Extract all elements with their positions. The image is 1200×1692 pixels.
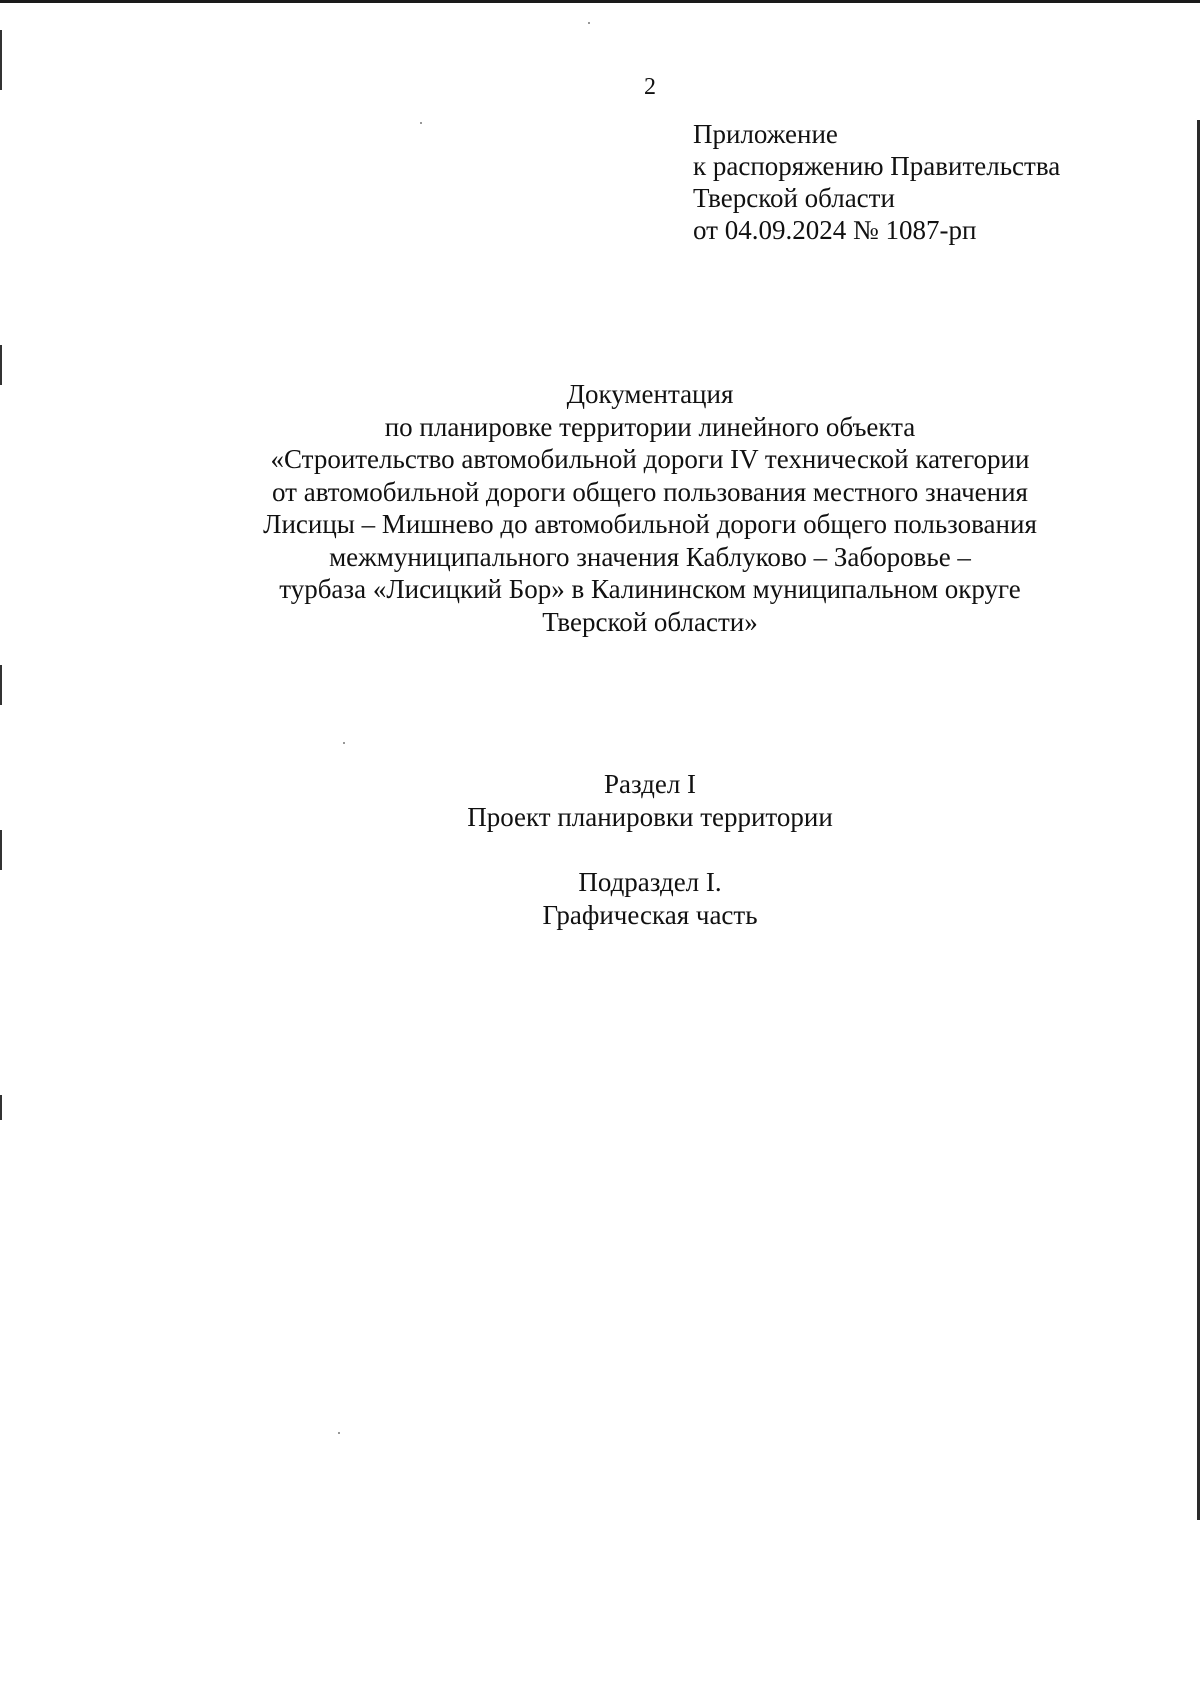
title-line: межмуниципального значения Каблуково – Заборовье – [329, 541, 971, 572]
appendix-line: Тверской области [693, 183, 895, 213]
section-heading [0, 768, 1200, 833]
title-line: Тверской области» [542, 606, 758, 637]
document-title [0, 378, 1200, 638]
section-name: Проект планировки территории [467, 801, 833, 832]
scan-edge-top [0, 0, 1200, 3]
scan-speck [338, 1432, 340, 1434]
appendix-line: от 04.09.2024 № 1087-рп [693, 215, 977, 245]
title-line: от автомобильной дороги общего пользования местного значения [272, 476, 1028, 507]
appendix-line: к распоряжению Правительства [693, 151, 1061, 181]
scan-edge-left-mark [0, 1095, 2, 1120]
title-line: по планировке территории линейного объекта [384, 411, 916, 442]
subsection-name: Графическая часть [542, 899, 758, 930]
appendix-block [693, 118, 1060, 246]
title-line: Лисицы – Мишнево до автомобильной дороги общего пользования [263, 509, 1037, 539]
subsection-label: Подраздел I. [578, 867, 722, 897]
scan-speck [343, 742, 345, 744]
scan-speck [420, 122, 422, 124]
scan-edge-left-mark [0, 830, 2, 870]
title-line: Документация [566, 379, 734, 409]
title-line: турбаза «Лисицкий Бор» в Калининском муниципальном округе [279, 574, 1021, 604]
page-number: 2 [644, 74, 656, 100]
appendix-line: Приложение [693, 119, 838, 149]
title-line: «Строительство автомобильной дороги IV технической категории [270, 444, 1030, 474]
scan-speck [588, 22, 590, 24]
scan-edge-left-mark [0, 665, 2, 705]
subsection-heading [0, 866, 1200, 931]
section-label: Раздел I [603, 769, 697, 799]
